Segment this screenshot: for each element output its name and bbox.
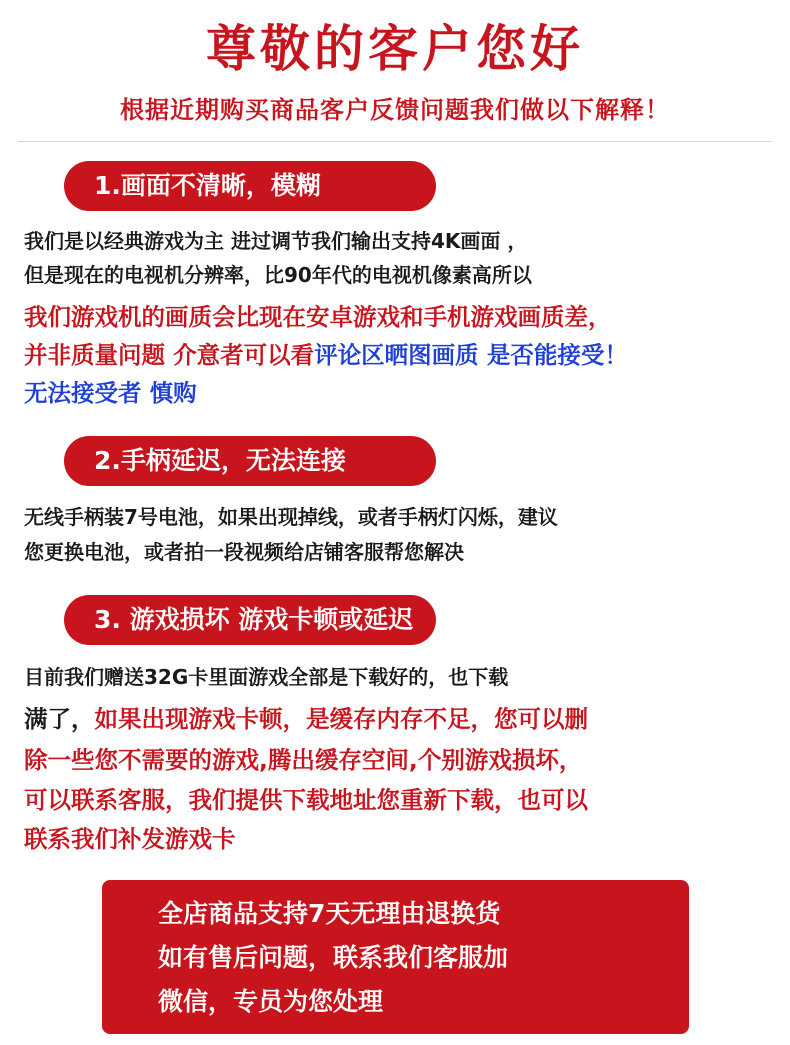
section-1-line-2-text: 但是现在的电视机分辨率，比90年代的电视机像素高所以 bbox=[24, 263, 532, 287]
section-1-line-3-text: 我们游戏机的画质会比现在安卓游戏和手机游戏画质差， bbox=[24, 303, 612, 331]
section-2-heading: 2.手柄延迟，无法连接 bbox=[64, 436, 436, 486]
section-3-line-2-text-dark: 满了， bbox=[24, 705, 95, 733]
page-title: 尊敬的客户您好 bbox=[206, 20, 584, 78]
section-3-line-2-text-red: 如果出现游戏卡顿，是缓存内存不足，您可以删 bbox=[94, 705, 588, 733]
section-3-heading: 3. 游戏损坏 游戏卡顿或延迟 bbox=[64, 595, 436, 645]
notice-line-2: 如有售后问题，联系我们客服加 bbox=[158, 943, 509, 972]
section-1-line-4-text-blue: 评论区晒图画质 是否能接受！ bbox=[314, 341, 628, 369]
after-sales-notice bbox=[102, 880, 689, 1034]
section-1-line-5 bbox=[24, 376, 197, 410]
section-2-line-2 bbox=[24, 537, 464, 567]
section-2-line-1-text: 无线手柄装7号电池，如果出现掉线，或者手柄灯闪烁，建议 bbox=[24, 505, 558, 529]
notice-line-1: 全店商品支持7天无理由退换货 bbox=[158, 899, 501, 928]
section-2-line-1 bbox=[24, 502, 558, 532]
section-1-line-1 bbox=[24, 226, 527, 256]
section-3-line-3 bbox=[24, 743, 582, 777]
section-3-line-3-text: 除一些您不需要的游戏,腾出缓存空间,个别游戏损坏， bbox=[24, 746, 583, 774]
section-1-line-2 bbox=[24, 260, 532, 290]
section-2-line-2-text: 您更换电池，或者拍一段视频给店铺客服帮您解决 bbox=[24, 540, 464, 564]
section-1-line-5-text: 无法接受者 慎购 bbox=[24, 379, 197, 407]
section-1-heading: 1.画面不清晰，模糊 bbox=[64, 161, 436, 211]
section-3-line-5 bbox=[24, 822, 236, 856]
section-3-line-2 bbox=[24, 702, 588, 736]
notice-line-3: 微信，专员为您处理 bbox=[158, 987, 384, 1016]
section-1-line-4-text-red: 并非质量问题 介意者可以看 bbox=[24, 341, 315, 369]
section-3-line-4-text: 可以联系客服，我们提供下载地址您重新下载，也可以 bbox=[24, 786, 588, 814]
section-3-line-5-text: 联系我们补发游戏卡 bbox=[24, 825, 236, 853]
divider bbox=[18, 141, 772, 142]
page-subtitle: 根据近期购买商品客户反馈问题我们做以下解释！ bbox=[120, 96, 670, 124]
section-3-line-4 bbox=[24, 783, 588, 817]
section-1-line-4 bbox=[24, 338, 628, 372]
section-1-line-1-text: 我们是以经典游戏为主 进过调节我们输出支持4K画面 ， bbox=[24, 229, 528, 253]
section-3-line-1-text: 目前我们赠送32G卡里面游戏全部是下载好的，也下载 bbox=[24, 665, 509, 689]
section-1-line-3 bbox=[24, 300, 612, 334]
section-3-line-1 bbox=[24, 662, 508, 692]
